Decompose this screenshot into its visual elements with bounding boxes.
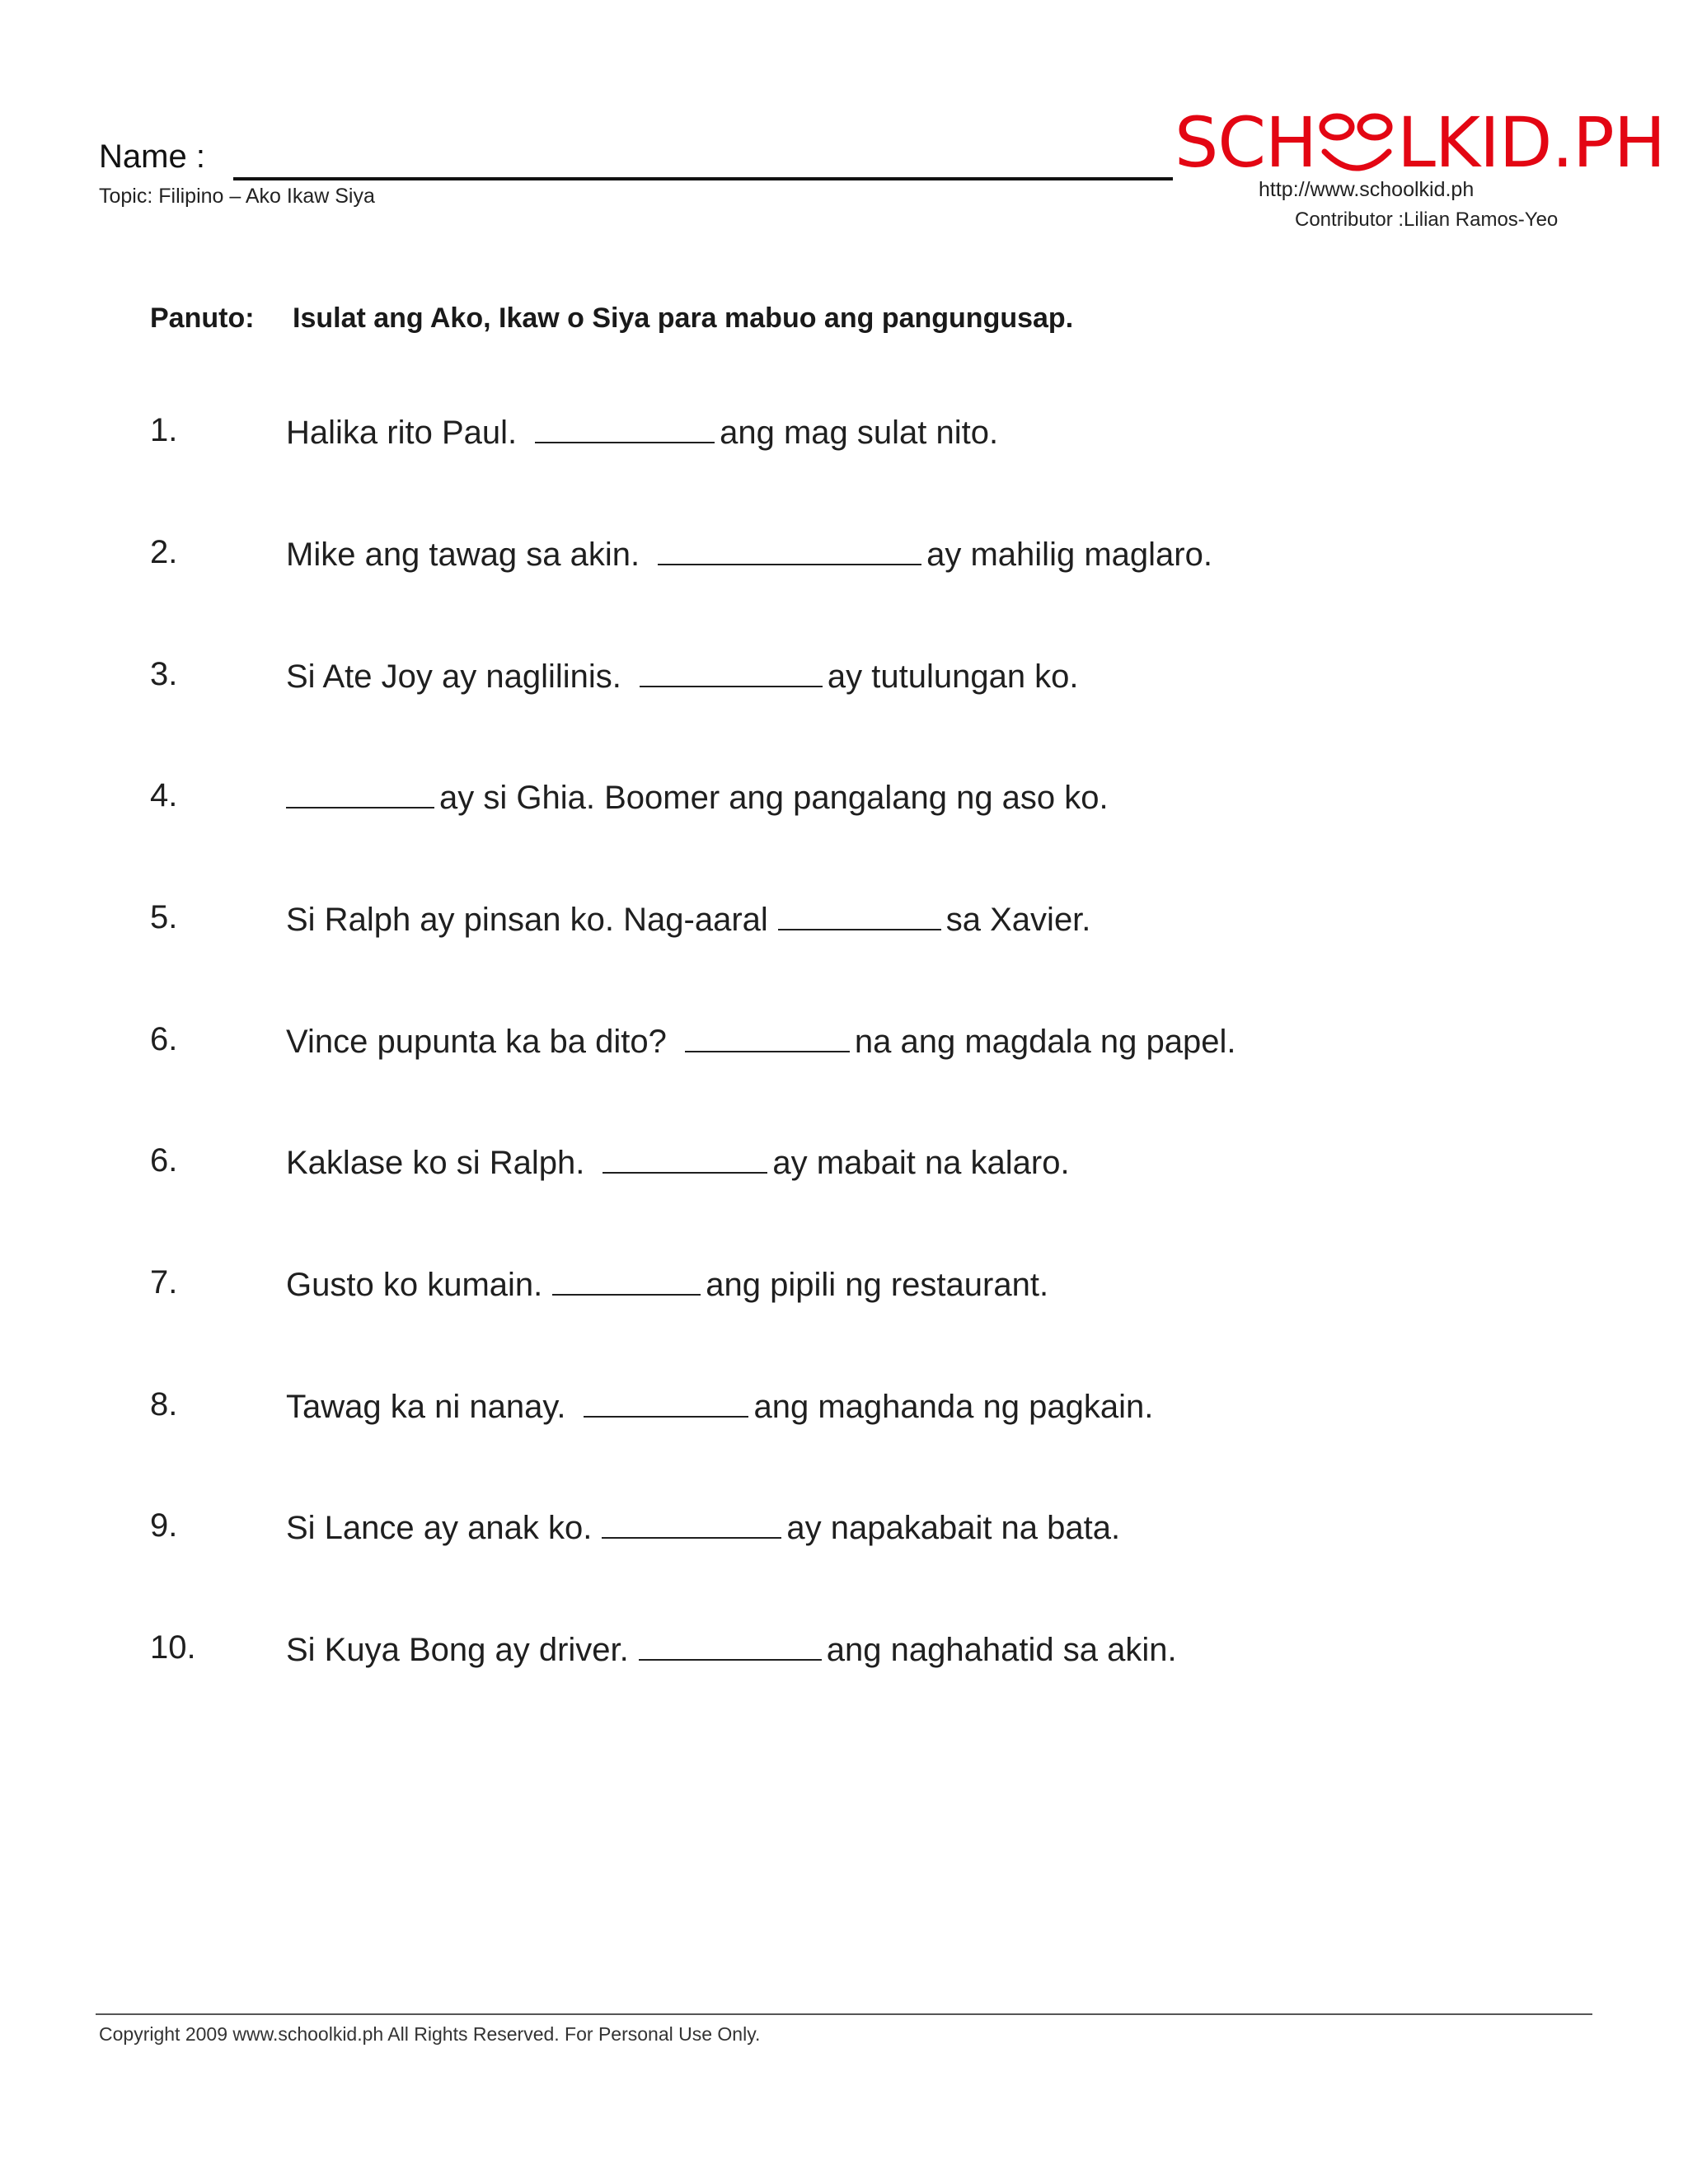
item-number: 9.	[150, 1507, 178, 1544]
sentence-after-blank: ang naghahatid sa akin.	[826, 1632, 1177, 1668]
item-number: 10.	[150, 1629, 196, 1666]
sentence-after-blank: sa Xavier.	[945, 902, 1091, 938]
sentence-before-blank: Mike ang tawag sa akin.	[286, 537, 640, 573]
item-sentence	[286, 1016, 1236, 1065]
sentence-before-blank: Halika rito Paul.	[286, 415, 518, 451]
answer-blank[interactable]	[552, 1259, 701, 1296]
exercise-item	[0, 1381, 1688, 1431]
item-number: 8.	[150, 1386, 178, 1422]
sentence-before-blank: Gusto ko kumain.	[286, 1267, 543, 1303]
exercise-item	[0, 1137, 1688, 1187]
contributor-text: Contributor :Lilian Ramos-Yeo	[1295, 209, 1559, 231]
sentence-before-blank: Vince pupunta ka ba dito?	[286, 1024, 667, 1060]
sentence-after-blank: ay si Ghia. Boomer ang pangalang ng aso ko.	[439, 780, 1109, 816]
sentence-before-blank: Si Kuya Bong ay driver.	[286, 1632, 629, 1668]
copyright-text: Copyright 2009 www.schoolkid.ph All Rights Reserved. For Personal Use Only.	[99, 2023, 761, 2045]
answer-blank[interactable]	[535, 407, 715, 443]
item-number: 6.	[150, 1142, 178, 1179]
item-sentence	[286, 1381, 1153, 1430]
sentence-after-blank: ay mahilig maglaro.	[926, 537, 1212, 573]
logo-text-part2: LKID.PH	[1397, 102, 1665, 183]
item-number: 3.	[150, 656, 178, 692]
exercise-item	[0, 1502, 1688, 1552]
item-sentence	[286, 1502, 1120, 1551]
exercise-item	[0, 894, 1688, 944]
item-sentence	[286, 1137, 1070, 1186]
exercise-item	[0, 407, 1688, 457]
sentence-after-blank: ang mag sulat nito.	[720, 415, 999, 451]
site-url[interactable]: http://www.schoolkid.ph	[1259, 178, 1475, 201]
exercise-item	[0, 1259, 1688, 1309]
topic-text: Topic: Filipino – Ako Ikaw Siya	[99, 185, 375, 208]
instructions-label: Panuto:	[150, 302, 255, 334]
sentence-after-blank: ang pipili ng restaurant.	[706, 1267, 1049, 1303]
exercise-item	[0, 529, 1688, 579]
name-label: Name :	[99, 138, 205, 175]
item-sentence	[286, 894, 1090, 943]
answer-blank[interactable]	[685, 1016, 850, 1052]
sentence-before-blank: Si Ralph ay pinsan ko. Nag-aaral	[286, 902, 768, 938]
sentence-after-blank: ay tutulungan ko.	[827, 658, 1079, 695]
sentence-after-blank: ay napakabait na bata.	[786, 1510, 1121, 1546]
item-number: 1.	[150, 412, 178, 448]
answer-blank[interactable]	[640, 651, 823, 687]
exercise-item	[0, 772, 1688, 822]
item-sentence	[286, 1259, 1048, 1308]
item-number: 7.	[150, 1264, 178, 1301]
sentence-before-blank: Tawag ka ni nanay.	[286, 1389, 566, 1425]
exercise-item	[0, 1016, 1688, 1066]
answer-blank[interactable]	[658, 529, 921, 565]
item-number: 6.	[150, 1021, 178, 1057]
item-number: 2.	[150, 534, 178, 570]
answer-blank[interactable]	[602, 1502, 781, 1539]
sentence-after-blank: na ang magdala ng papel.	[854, 1024, 1236, 1060]
item-sentence	[286, 1624, 1177, 1673]
footer-divider	[96, 2013, 1592, 2015]
answer-blank[interactable]	[639, 1624, 822, 1661]
sentence-before-blank: Si Ate Joy ay naglilinis.	[286, 658, 621, 695]
exercise-item	[0, 1624, 1688, 1674]
sentence-before-blank: Kaklase ko si Ralph.	[286, 1145, 585, 1181]
item-sentence	[286, 407, 998, 456]
answer-blank[interactable]	[584, 1381, 748, 1418]
sentence-before-blank: Si Lance ay anak ko.	[286, 1510, 593, 1546]
name-field-line[interactable]	[233, 177, 1173, 180]
item-sentence	[286, 772, 1109, 821]
answer-blank[interactable]	[603, 1137, 767, 1174]
item-number: 4.	[150, 777, 178, 813]
item-sentence	[286, 529, 1212, 578]
schoolkid-logo	[1175, 97, 1665, 183]
item-number: 5.	[150, 899, 178, 935]
item-sentence	[286, 651, 1079, 700]
logo-text-part1: SCH	[1175, 102, 1317, 183]
sentence-after-blank: ang maghanda ng pagkain.	[753, 1389, 1154, 1425]
answer-blank[interactable]	[286, 772, 434, 808]
sentence-after-blank: ay mabait na kalaro.	[772, 1145, 1070, 1181]
logo-oo-icon	[1316, 109, 1397, 180]
answer-blank[interactable]	[778, 894, 941, 930]
exercise-item	[0, 651, 1688, 701]
instructions-text: Isulat ang Ako, Ikaw o Siya para mabuo ang pangungusap.	[293, 302, 1074, 334]
